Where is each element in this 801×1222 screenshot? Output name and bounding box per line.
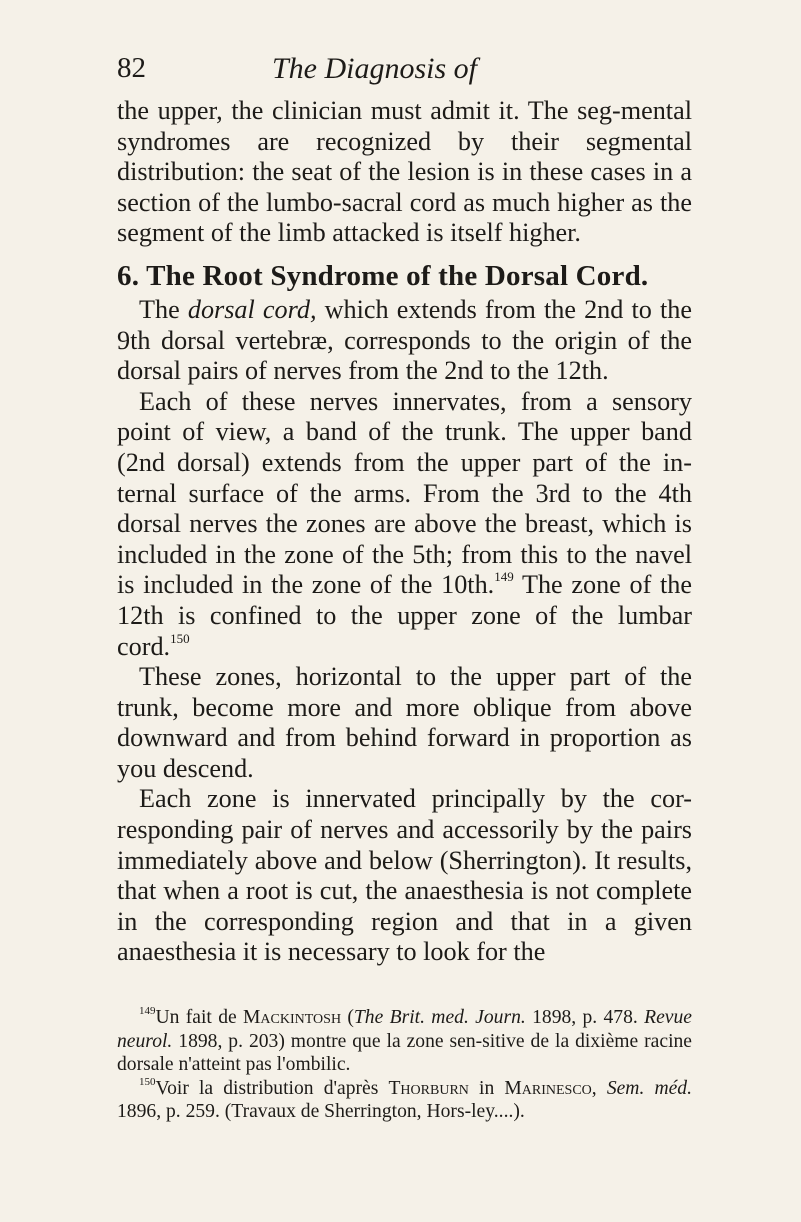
text-run: which extends from the 2nd to the 9th dorsal vertebræ, corresponds to the origin of the dorsal pairs of nerves from the 2nd to the 12th. bbox=[117, 294, 692, 386]
text-run: Un fait de bbox=[155, 1007, 243, 1028]
paragraph-zones: These zones, horizontal to the upper part of the trunk, become more and more oblique from above downward and from behind forward in proportion as you descend. bbox=[117, 662, 692, 783]
paragraph-continued: the upper, the clinician must admit it. The seg-mental syndromes are recognized by their segmental distribution: the seat of the lesion is in these cases in a section of the lumbo-sacral cord as much higher as the segment of the limb attacked is itself higher. bbox=[117, 96, 692, 248]
text-run: 1898, p. 478. bbox=[525, 1007, 645, 1028]
footnote-149 bbox=[117, 1006, 692, 1077]
text-run: in bbox=[468, 1077, 505, 1099]
page-header bbox=[117, 52, 687, 92]
journal-title: The Brit. med. Journ. bbox=[353, 1007, 526, 1028]
section-heading: 6. The Root Syndrome of the Dorsal Cord. bbox=[117, 259, 649, 292]
footnote-number: 149 bbox=[139, 1005, 156, 1017]
journal-title: Sem. méd. bbox=[606, 1077, 692, 1099]
text-run: , bbox=[591, 1077, 607, 1099]
text-run: 1896, p. 259. (Travaux de Sherrington, Hors-ley....). bbox=[117, 1101, 525, 1123]
footnote-ref-150: 150 bbox=[170, 630, 190, 646]
author-name: Marinesco bbox=[504, 1077, 592, 1099]
journal-title: Revue neurol. bbox=[117, 1007, 692, 1052]
footnotes bbox=[117, 1006, 692, 1124]
author-name: Thorburn bbox=[388, 1077, 469, 1099]
paragraph-dorsal-cord bbox=[117, 295, 692, 387]
footnote-number: 150 bbox=[139, 1075, 156, 1088]
text-run: 1898, p. 203) montre que la zone sen-sitive de la dixième racine dorsale n'atteint pas l'ombilic. bbox=[117, 1030, 692, 1076]
footnote-ref-149: 149 bbox=[494, 569, 514, 585]
body-text bbox=[117, 96, 692, 968]
paragraph-innervation: Each zone is innervated principally by the cor-responding pair of nerves and accessorily by the pairs immediately above and below (Sherrington). It results, that when a root is cut, the anaesthesia is not complete in the corresponding region and that in a given anaesthesia it is necessary to look for the bbox=[117, 784, 692, 967]
running-head: The Diagnosis of bbox=[272, 52, 478, 85]
text-run: Each of these nerves innervates, from a sensory point of view, a band of the trunk. The upper band (2nd dorsal) extends from the upper part of the in-ternal surface of the arms. From the 3rd to the 4th dorsal nerves the zones are above the breast, which is included in the zone of the 5th; from this to the navel is included in the zone of the 10th. bbox=[117, 386, 692, 600]
text-run: The bbox=[139, 294, 188, 324]
author-name: Mackintosh bbox=[243, 1007, 342, 1028]
page-number: 82 bbox=[117, 52, 146, 84]
paragraph-nerve-bands bbox=[117, 387, 692, 662]
text-run: The zone of the 12th is confined to the upper zone of the lumbar cord. bbox=[117, 570, 692, 661]
footnote-150 bbox=[117, 1077, 692, 1124]
text-run: ( bbox=[341, 1007, 354, 1028]
text-run: Voir la distribution d'après bbox=[155, 1077, 389, 1099]
italic-term: dorsal cord, bbox=[187, 294, 317, 324]
